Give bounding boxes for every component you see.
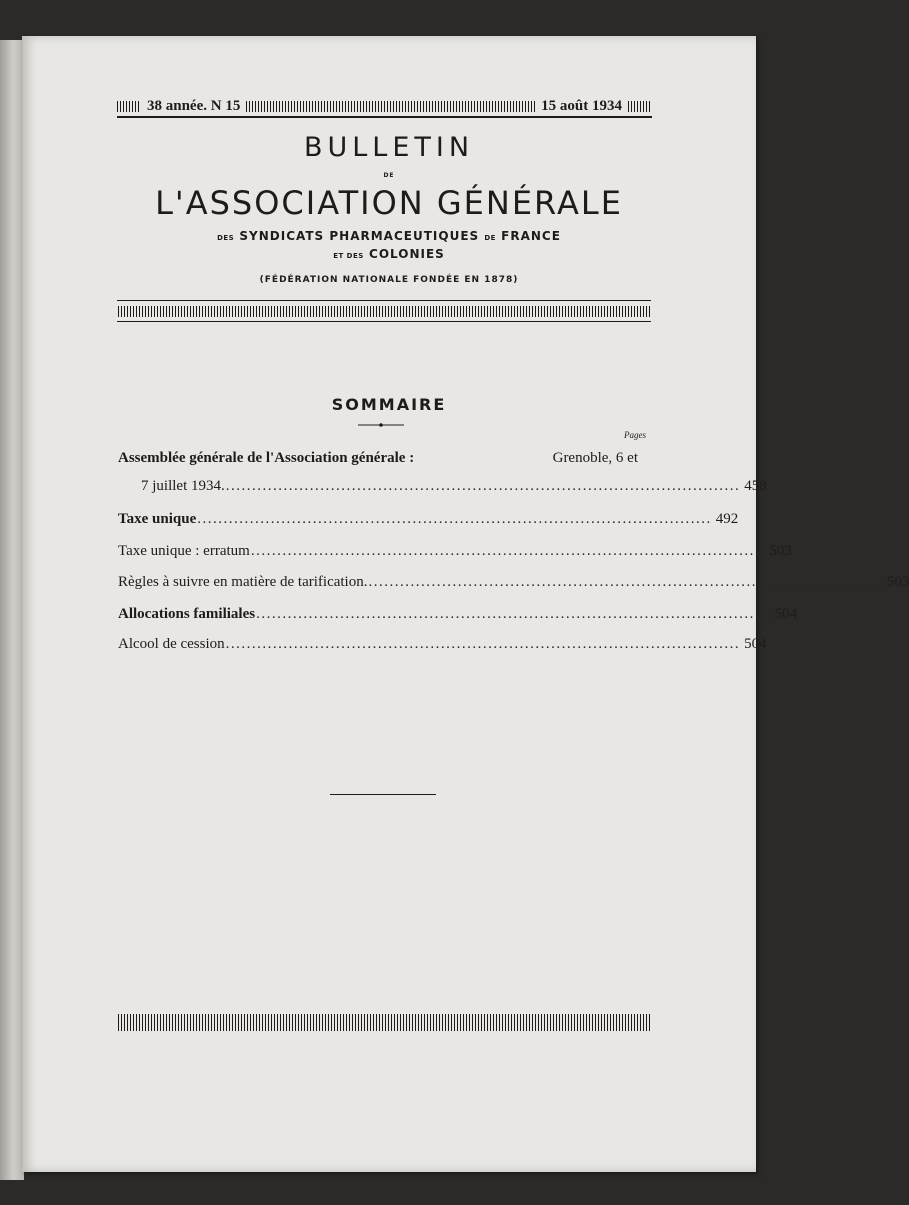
- issue-date: 15 août 1934: [541, 97, 622, 114]
- toc-entry-taxe-unique: Taxe unique .................................................................................................. 492: [118, 511, 739, 527]
- toc-entry-assemblee: 7 juillet 1934. .................................................................................................. 458: [141, 478, 767, 494]
- bulletin-page: [22, 36, 909, 1172]
- toc-entry-regles: Règles à suivre en matière de tarification. .................................................................................................. 503: [118, 574, 909, 590]
- toc-page-number: 503: [769, 543, 792, 559]
- header-hatch-middle: [246, 101, 535, 112]
- masthead-colonies-line: ET DES COLONIES: [333, 247, 445, 261]
- header-hatch-left: [117, 101, 141, 112]
- issue-number: 38 année. N 15: [147, 97, 241, 114]
- issue-header: [117, 97, 652, 115]
- header-hatch-right: [628, 101, 652, 112]
- footer-hatched-band: [118, 1014, 652, 1031]
- masthead-rule-top: [117, 300, 651, 301]
- facing-page-edge: [0, 40, 24, 1180]
- toc-page-number: 458: [744, 478, 767, 494]
- sommaire-heading: SOMMAIRE: [331, 395, 447, 414]
- toc-entry-allocations: Allocations familiales .................................................................................................. 504: [118, 606, 798, 622]
- toc-page-number: 504: [774, 606, 798, 622]
- toc-entry-alcool: Alcool de cession .................................................................................................. 504: [118, 636, 767, 652]
- section-end-rule: [330, 794, 436, 795]
- heading-ornament: [358, 422, 404, 428]
- pages-column-label: Pages: [624, 430, 646, 440]
- masthead-hatched-band: [118, 306, 652, 317]
- table-of-contents: [118, 450, 909, 670]
- masthead-bulletin: BULLETIN: [303, 132, 475, 163]
- toc-page-number: 504: [744, 636, 767, 652]
- masthead-syndicats-line: DES SYNDICATS PHARMACEUTIQUES DE FRANCE: [217, 229, 561, 243]
- toc-entry-assemblee-line1: Assemblée générale de l'Association générale : Grenoble, 6 et: [118, 450, 638, 466]
- toc-page-number: 503: [886, 574, 909, 590]
- masthead-rule-bottom: [117, 321, 651, 322]
- header-rule: [117, 116, 652, 118]
- toc-page-number: 492: [715, 511, 739, 527]
- masthead-association: L'ASSOCIATION GÉNÉRALE: [155, 184, 623, 222]
- masthead-federation: (FÉDÉRATION NATIONALE FONDÉE EN 1878): [259, 275, 519, 285]
- toc-entry-erratum: Taxe unique : erratum .................................................................................................. 503: [118, 543, 792, 559]
- masthead-de: DE: [383, 172, 395, 179]
